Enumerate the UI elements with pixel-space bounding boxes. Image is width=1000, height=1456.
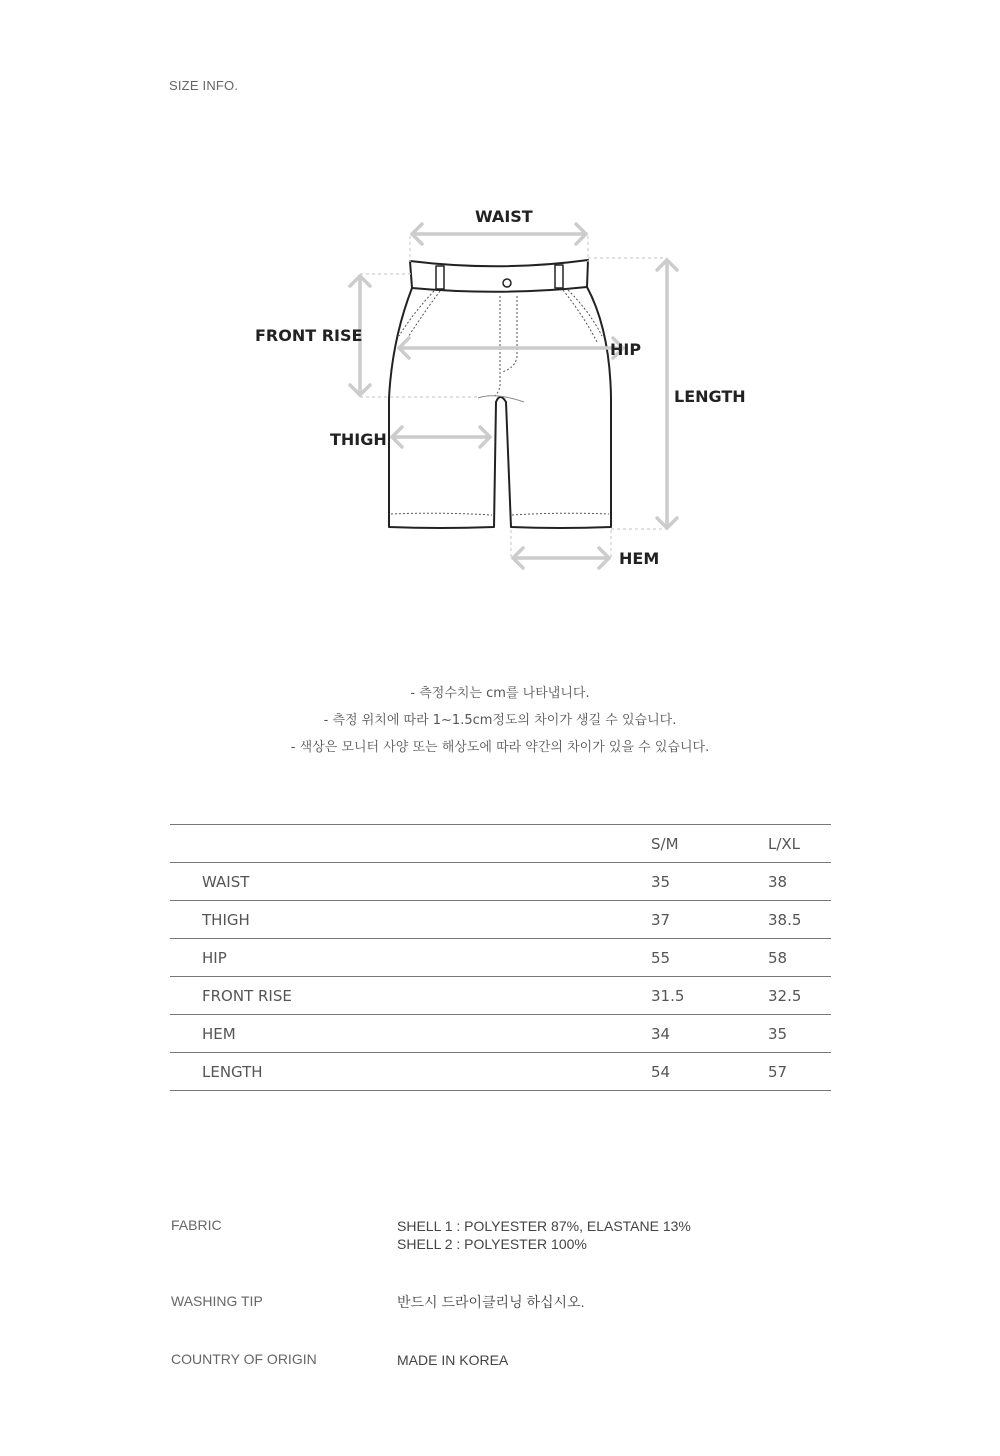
row-label: FRONT RISE bbox=[170, 977, 651, 1015]
header-lxl: L/XL bbox=[768, 825, 831, 863]
size-table-header bbox=[170, 825, 831, 863]
header-sm: S/M bbox=[651, 825, 768, 863]
shorts-measurement-diagram bbox=[0, 0, 1000, 620]
note-line: - 측정 위치에 따라 1~1.5cm정도의 차이가 생길 수 있습니다. bbox=[323, 713, 677, 728]
label-length: LENGTH bbox=[674, 387, 746, 406]
header-measurement bbox=[170, 825, 651, 863]
row-lxl-value: 38.5 bbox=[768, 901, 831, 939]
row-label: LENGTH bbox=[170, 1053, 651, 1091]
label-thigh: THIGH bbox=[330, 430, 387, 449]
row-sm-value: 54 bbox=[651, 1053, 768, 1091]
note-line: - 색상은 모니터 사양 또는 해상도에 따라 약간의 차이가 있을 수 있습니다. bbox=[290, 740, 710, 755]
origin-value: MADE IN KOREA bbox=[397, 1352, 509, 1368]
fabric-line: SHELL 2 : POLYESTER 100% bbox=[397, 1236, 587, 1252]
table-row bbox=[170, 939, 831, 977]
row-sm-value: 37 bbox=[651, 901, 768, 939]
label-hip: HIP bbox=[610, 340, 642, 359]
row-sm-value: 34 bbox=[651, 1015, 768, 1053]
size-table bbox=[170, 824, 831, 1091]
fabric-label: FABRIC bbox=[171, 1217, 222, 1233]
row-label: WAIST bbox=[170, 863, 651, 901]
row-label: HIP bbox=[170, 939, 651, 977]
table-row bbox=[170, 1015, 831, 1053]
note-line: - 측정수치는 cm를 나타냅니다. bbox=[410, 686, 590, 701]
label-waist: WAIST bbox=[475, 207, 533, 226]
shorts-stitching bbox=[391, 290, 609, 515]
row-lxl-value: 32.5 bbox=[768, 977, 831, 1015]
label-hem: HEM bbox=[619, 549, 660, 568]
row-sm-value: 31.5 bbox=[651, 977, 768, 1015]
table-row bbox=[170, 901, 831, 939]
washing-value: 반드시 드라이클리닝 하십시오. bbox=[397, 1294, 585, 1310]
section-title: SIZE INFO. bbox=[169, 78, 239, 93]
table-row bbox=[170, 977, 831, 1015]
fabric-line: SHELL 1 : POLYESTER 87%, ELASTANE 13% bbox=[397, 1218, 691, 1234]
row-sm-value: 55 bbox=[651, 939, 768, 977]
row-lxl-value: 58 bbox=[768, 939, 831, 977]
row-label: HEM bbox=[170, 1015, 651, 1053]
table-row bbox=[170, 863, 831, 901]
fabric-value bbox=[397, 1217, 797, 1253]
row-lxl-value: 57 bbox=[768, 1053, 831, 1091]
guide-lines bbox=[360, 236, 667, 560]
row-lxl-value: 35 bbox=[768, 1015, 831, 1053]
table-row bbox=[170, 1053, 831, 1091]
row-label: THIGH bbox=[170, 901, 651, 939]
washing-label: WASHING TIP bbox=[171, 1293, 263, 1309]
label-front-rise: FRONT RISE bbox=[255, 326, 363, 345]
measurement-arrows bbox=[350, 224, 677, 568]
origin-label: COUNTRY OF ORIGIN bbox=[171, 1351, 317, 1367]
row-sm-value: 35 bbox=[651, 863, 768, 901]
row-lxl-value: 38 bbox=[768, 863, 831, 901]
measurement-notes bbox=[0, 680, 1000, 761]
